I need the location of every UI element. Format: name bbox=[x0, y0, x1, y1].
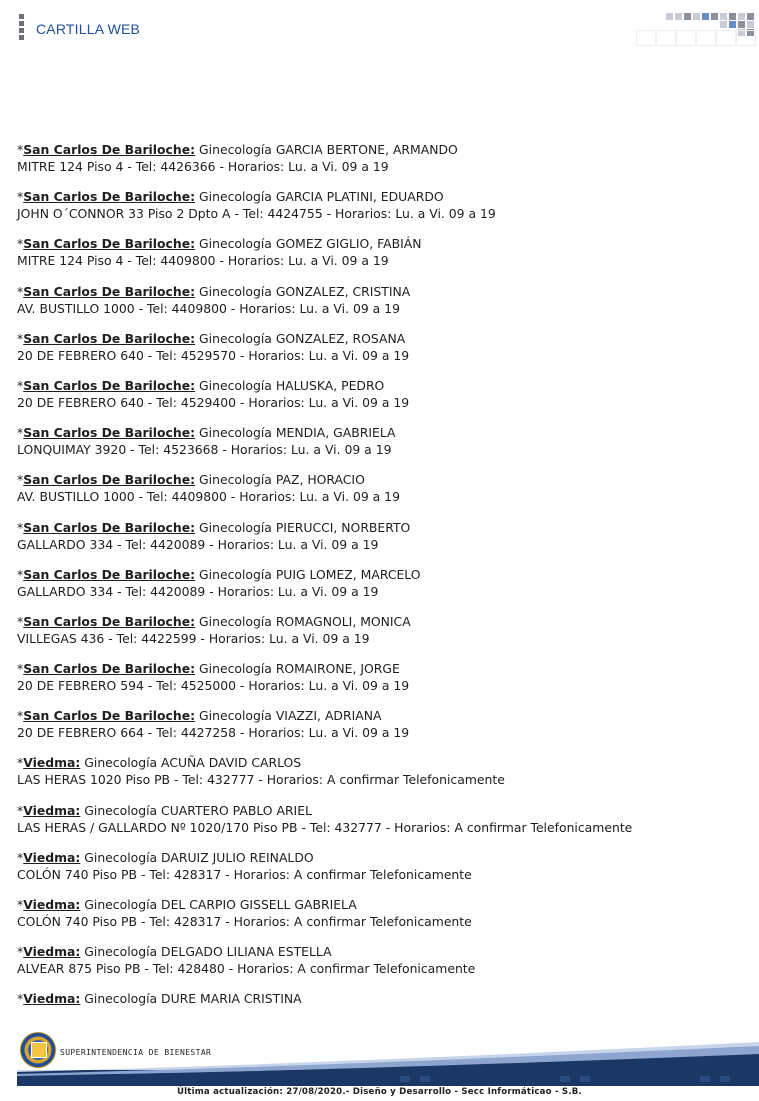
provider-city: San Carlos De Bariloche: bbox=[23, 472, 196, 488]
header-bar-icon bbox=[19, 14, 24, 46]
provider-address: AV. BUSTILLO 1000 - Tel: 4409800 - Horarios: Lu. a Vi. 09 a 19 bbox=[17, 300, 400, 316]
provider-specialty-name: Ginecología ROMAIRONE, JORGE bbox=[199, 661, 400, 677]
provider-heading-line: *San Carlos De Bariloche: Ginecología GONZALEZ, CRISTINA bbox=[17, 283, 411, 299]
provider-specialty-name: Ginecología GOMEZ GIGLIO, FABIÁN bbox=[199, 236, 422, 252]
provider-city: San Carlos De Bariloche: bbox=[23, 708, 196, 724]
provider-city: San Carlos De Bariloche: bbox=[23, 330, 196, 346]
provider-entry bbox=[17, 849, 747, 883]
provider-entry bbox=[17, 424, 747, 458]
provider-address: GALLARDO 334 - Tel: 4420089 - Horarios: Lu. a Vi. 09 a 19 bbox=[17, 583, 379, 599]
provider-heading-line: *Viedma: Ginecología DURE MARIA CRISTINA bbox=[17, 991, 302, 1007]
provider-address: MITRE 124 Piso 4 - Tel: 4409800 - Horarios: Lu. a Vi. 09 a 19 bbox=[17, 253, 389, 269]
provider-specialty-name: Ginecología GONZALEZ, ROSANA bbox=[199, 330, 406, 346]
provider-heading-line: *San Carlos De Bariloche: Ginecología GOMEZ GIGLIO, FABIÁN bbox=[17, 236, 422, 252]
provider-address: 20 DE FEBRERO 640 - Tel: 4529400 - Horarios: Lu. a Vi. 09 a 19 bbox=[17, 394, 410, 410]
provider-heading-line: *San Carlos De Bariloche: Ginecología ROMAGNOLI, MONICA bbox=[17, 613, 411, 629]
provider-city: Viedma: bbox=[23, 755, 81, 771]
provider-specialty-name: Ginecología ACUÑA DAVID CARLOS bbox=[84, 755, 302, 771]
provider-specialty-name: Ginecología GONZALEZ, CRISTINA bbox=[199, 283, 411, 299]
provider-specialty-name: Ginecología HALUSKA, PEDRO bbox=[199, 377, 385, 393]
footer-wave-graphic bbox=[0, 1028, 759, 1088]
provider-heading-line: *Viedma: Ginecología DEL CARPIO GISSELL GABRIELA bbox=[17, 897, 357, 912]
provider-address: 20 DE FEBRERO 664 - Tel: 4427258 - Horarios: Lu. a Vi. 09 a 19 bbox=[17, 725, 410, 741]
provider-address: ALVEAR 875 Piso PB - Tel: 428480 - Horarios: A confirmar Telefonicamente bbox=[17, 961, 476, 977]
provider-address: VILLEGAS 436 - Tel: 4422599 - Horarios: Lu. a Vi. 09 a 19 bbox=[17, 630, 370, 646]
provider-specialty-name: Ginecología PUIG LOMEZ, MARCELO bbox=[199, 566, 421, 582]
provider-specialty-name: Ginecología VIAZZI, ADRIANA bbox=[199, 708, 382, 724]
provider-entry bbox=[17, 519, 747, 553]
provider-heading-line: *San Carlos De Bariloche: Ginecología GARCIA PLATINI, EDUARDO bbox=[17, 189, 444, 205]
provider-specialty-name: Ginecología PAZ, HORACIO bbox=[199, 472, 365, 488]
provider-address: AV. BUSTILLO 1000 - Tel: 4409800 - Horarios: Lu. a Vi. 09 a 19 bbox=[17, 489, 400, 505]
provider-heading-line: *Viedma: Ginecología DELGADO LILIANA ESTELLA bbox=[17, 944, 332, 960]
provider-entry bbox=[17, 235, 747, 269]
provider-address: 20 DE FEBRERO 594 - Tel: 4525000 - Horarios: Lu. a Vi. 09 a 19 bbox=[17, 678, 410, 694]
last-update-text: Última actualización: 27/08/2020.- Diseño y Desarrollo - Secc Informáticao - S.B. bbox=[176, 1087, 582, 1097]
provider-entry bbox=[17, 990, 747, 1007]
provider-entry bbox=[17, 471, 747, 505]
provider-address: LAS HERAS / GALLARDO Nº 1020/170 Piso PB - Tel: 432777 - Horarios: A confirmar Telefonicamente bbox=[17, 819, 633, 835]
provider-address: JOHN O´CONNOR 33 Piso 2 Dpto A - Tel: 4424755 - Horarios: Lu. a Vi. 09 a 19 bbox=[17, 206, 496, 222]
provider-address: COLÓN 740 Piso PB - Tel: 428317 - Horarios: A confirmar Telefonicamente bbox=[17, 914, 472, 929]
provider-city: San Carlos De Bariloche: bbox=[23, 425, 196, 441]
provider-heading-line: *San Carlos De Bariloche: Ginecología PAZ, HORACIO bbox=[17, 472, 365, 488]
provider-heading-line: *San Carlos De Bariloche: Ginecología PUIG LOMEZ, MARCELO bbox=[17, 566, 421, 582]
provider-heading-line: *San Carlos De Bariloche: Ginecología VIAZZI, ADRIANA bbox=[17, 708, 382, 724]
provider-address: COLÓN 740 Piso PB - Tel: 428317 - Horarios: A confirmar Telefonicamente bbox=[17, 866, 472, 882]
footer-org-name: SUPERINTENDENCIA DE BIENESTAR bbox=[60, 1048, 212, 1057]
superintendencia-seal-logo bbox=[20, 1032, 56, 1068]
provider-heading-line: *San Carlos De Bariloche: Ginecología MENDIA, GABRIELA bbox=[17, 425, 396, 441]
provider-entry bbox=[17, 802, 747, 836]
provider-city: San Carlos De Bariloche: bbox=[23, 236, 196, 252]
provider-city: San Carlos De Bariloche: bbox=[23, 189, 196, 205]
provider-entry bbox=[17, 896, 747, 930]
provider-heading-line: *San Carlos De Bariloche: Ginecología PIERUCCI, NORBERTO bbox=[17, 519, 411, 535]
provider-entry bbox=[17, 943, 747, 977]
provider-address: 20 DE FEBRERO 640 - Tel: 4529570 - Horarios: Lu. a Vi. 09 a 19 bbox=[17, 347, 410, 363]
provider-specialty-name: Ginecología DELGADO LILIANA ESTELLA bbox=[84, 944, 332, 960]
provider-city: Viedma: bbox=[23, 802, 81, 818]
provider-entry bbox=[17, 754, 747, 788]
provider-specialty-name: Ginecología GARCIA PLATINI, EDUARDO bbox=[199, 189, 444, 205]
provider-specialty-name: Ginecología ROMAGNOLI, MONICA bbox=[199, 613, 411, 629]
provider-heading-line: *Viedma: Ginecología CUARTERO PABLO ARIEL bbox=[17, 802, 312, 818]
provider-heading-line: *Viedma: Ginecología DARUIZ JULIO REINALDO bbox=[17, 849, 314, 865]
provider-city: Viedma: bbox=[23, 944, 81, 960]
provider-entry bbox=[17, 188, 747, 222]
provider-city: San Carlos De Bariloche: bbox=[23, 661, 196, 677]
provider-address: LAS HERAS 1020 Piso PB - Tel: 432777 - Horarios: A confirmar Telefonicamente bbox=[17, 772, 505, 788]
provider-entry bbox=[17, 660, 747, 694]
provider-specialty-name: Ginecología DEL CARPIO GISSELL GABRIELA bbox=[84, 897, 357, 912]
provider-address: MITRE 124 Piso 4 - Tel: 4426366 - Horarios: Lu. a Vi. 09 a 19 bbox=[17, 159, 389, 174]
provider-entry bbox=[17, 613, 747, 647]
header-squares-logo bbox=[636, 10, 759, 50]
provider-specialty-name: Ginecología CUARTERO PABLO ARIEL bbox=[84, 802, 312, 818]
provider-entry bbox=[17, 566, 747, 600]
provider-city: San Carlos De Bariloche: bbox=[23, 519, 196, 535]
provider-heading-line: *San Carlos De Bariloche: Ginecología HALUSKA, PEDRO bbox=[17, 377, 385, 393]
provider-address: GALLARDO 334 - Tel: 4420089 - Horarios: Lu. a Vi. 09 a 19 bbox=[17, 536, 379, 552]
provider-heading-line: *Viedma: Ginecología ACUÑA DAVID CARLOS bbox=[17, 755, 302, 771]
provider-list bbox=[17, 141, 747, 1021]
provider-heading-line: *San Carlos De Bariloche: Ginecología GONZALEZ, ROSANA bbox=[17, 330, 406, 346]
provider-specialty-name: Ginecología MENDIA, GABRIELA bbox=[199, 425, 396, 441]
provider-entry bbox=[17, 707, 747, 741]
provider-entry bbox=[17, 377, 747, 411]
provider-specialty-name: Ginecología GARCIA BERTONE, ARMANDO bbox=[199, 142, 458, 157]
provider-city: Viedma: bbox=[23, 991, 81, 1007]
provider-entry bbox=[17, 283, 747, 317]
provider-city: San Carlos De Bariloche: bbox=[23, 142, 196, 157]
provider-heading-line: *San Carlos De Bariloche: Ginecología GARCIA BERTONE, ARMANDO bbox=[17, 142, 458, 157]
page-title: CARTILLA WEB bbox=[36, 21, 141, 37]
provider-city: San Carlos De Bariloche: bbox=[23, 566, 196, 582]
provider-city: San Carlos De Bariloche: bbox=[23, 283, 196, 299]
provider-city: San Carlos De Bariloche: bbox=[23, 377, 196, 393]
provider-city: San Carlos De Bariloche: bbox=[23, 613, 196, 629]
provider-heading-line: *San Carlos De Bariloche: Ginecología ROMAIRONE, JORGE bbox=[17, 661, 400, 677]
provider-specialty-name: Ginecología DURE MARIA CRISTINA bbox=[84, 991, 302, 1007]
provider-specialty-name: Ginecología DARUIZ JULIO REINALDO bbox=[84, 849, 314, 865]
provider-entry bbox=[17, 141, 747, 175]
provider-city: Viedma: bbox=[23, 897, 81, 912]
provider-entry bbox=[17, 330, 747, 364]
page-header bbox=[0, 0, 759, 60]
provider-address: LONQUIMAY 3920 - Tel: 4523668 - Horarios: Lu. a Vi. 09 a 19 bbox=[17, 442, 392, 458]
provider-city: Viedma: bbox=[23, 849, 81, 865]
provider-specialty-name: Ginecología PIERUCCI, NORBERTO bbox=[199, 519, 411, 535]
